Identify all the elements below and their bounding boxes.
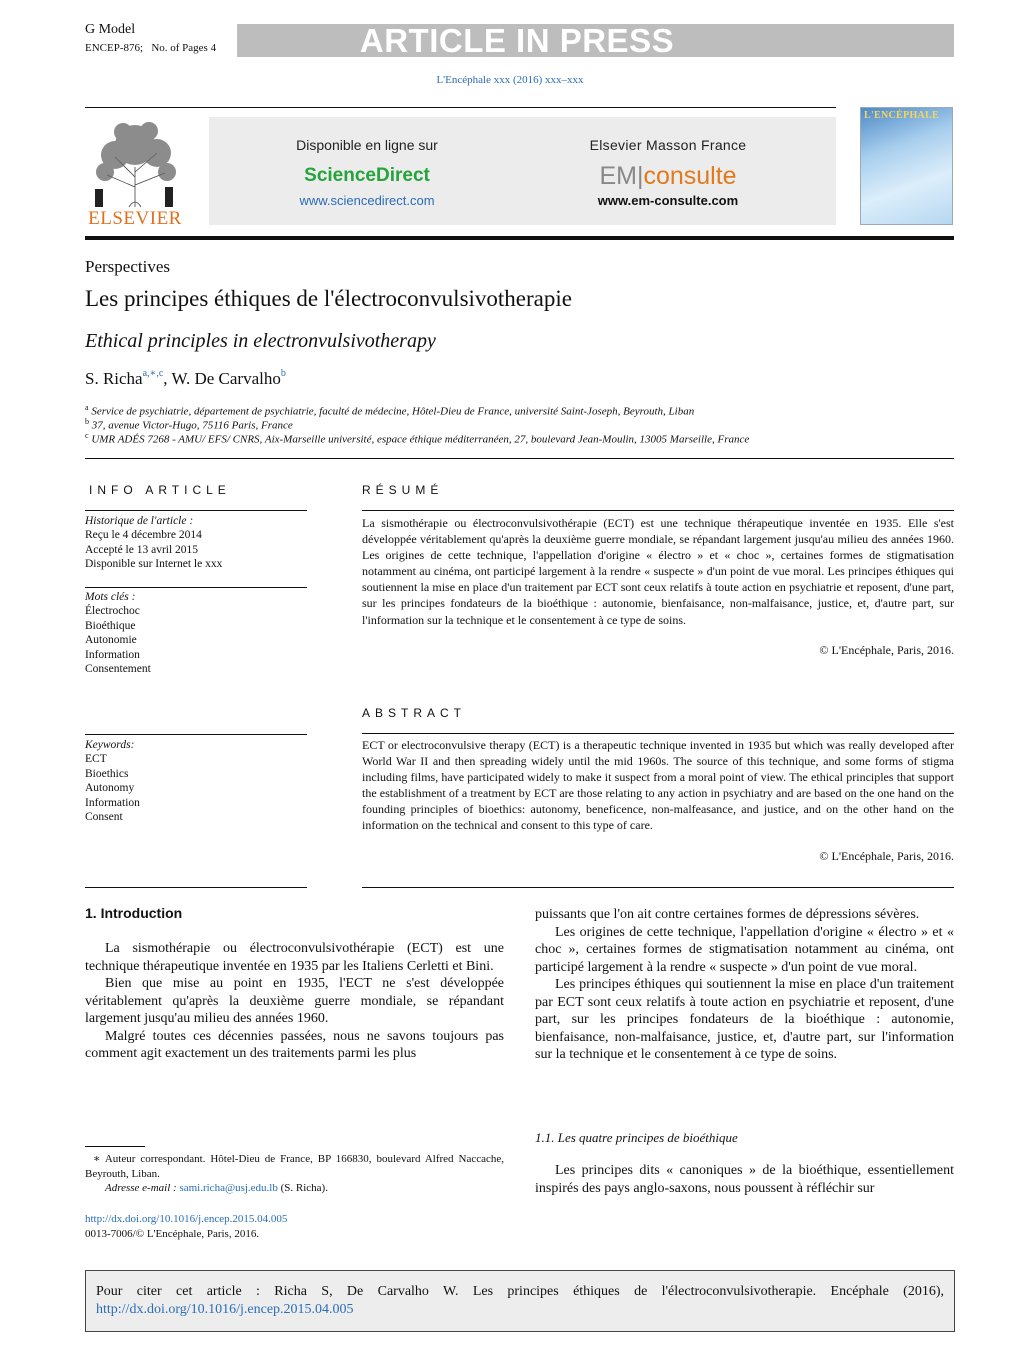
em-consulte-logo[interactable]: EM|consulte — [599, 162, 737, 190]
article-subtitle: Ethical principles in electronvulsivotherapy — [85, 330, 436, 352]
keyword: Bioethics — [85, 767, 129, 780]
resume-rule — [362, 510, 954, 511]
article-section: Perspectives — [85, 257, 170, 276]
body-paragraph: Bien que mise au point en 1935, l'ECT ne s'est développée véritablement qu'après la deuxième guerre mondiale, se répandant largement jusqu'au milieu des années 1960. — [85, 976, 504, 1026]
keyword: Information — [85, 648, 140, 661]
keyword: Autonomy — [85, 782, 135, 795]
doi-block — [85, 1212, 287, 1242]
subsection-heading: 1.1. Les quatre principes de bioéthique — [535, 1130, 738, 1145]
keywords-fr-label: Mots clés : — [85, 591, 136, 603]
journal-reference[interactable]: L'Encéphale xxx (2016) xxx–xxx — [436, 74, 584, 86]
history-item: Disponible sur Internet le xxx — [85, 558, 223, 571]
body-paragraph: Les principes éthiques qui soutiennent la mise en place d'un traitement par ECT sont ceux relatifs à toute action en psychiatrie et reposent, d'une part, sur les principes fondateurs de la bioéthique : autonomie, bienfaisance, non-malfaisance, justice, et, d'autre part, sur l'information sur la technique et le consentement à ce type de soins. — [535, 977, 954, 1062]
body-paragraph-continued: puissants que l'on ait contre certaines formes de dépressions sévères. — [535, 907, 920, 922]
corresponding-author-note: ∗ Auteur correspondant. Hôtel-Dieu de France, BP 166830, boulevard Alfred Naccache, Beyrouth, Liban. — [85, 1153, 504, 1180]
author-name: S. Richa — [85, 369, 143, 388]
manuscript-ref — [85, 41, 216, 55]
history-item: Accepté le 13 avril 2015 — [85, 543, 199, 556]
body-paragraph: Malgré toutes ces décennies passées, nous ne savons toujours pas comment agit exactement un des traitements parmi les plus — [85, 1028, 504, 1061]
body-paragraph: La sismothérapie ou électroconvulsivothérapie (ECT) est une technique thérapeutique inventée en 1935 par les Italiens Cerletti et Bini. — [85, 941, 504, 974]
keywords-en — [85, 738, 307, 824]
info-article-heading: INFO ARTICLE — [89, 483, 231, 497]
abstract-heading: ABSTRACT — [362, 706, 467, 720]
email-label: Adresse e-mail : — [105, 1182, 177, 1194]
elsevier-wordmark: ELSEVIER — [88, 208, 182, 229]
front-matter-rule — [85, 458, 954, 459]
keywords-fr — [85, 590, 307, 676]
sciencedirect-logo[interactable]: ScienceDirect — [304, 165, 430, 186]
author-affil-marks[interactable]: a,∗,c — [142, 368, 164, 379]
resume-heading: RÉSUMÉ — [362, 483, 444, 497]
keyword: ECT — [85, 753, 107, 766]
gmodel-label: G Model — [85, 22, 136, 37]
available-online-label: Disponible en ligne sur — [296, 137, 438, 153]
abstract-end-rule — [362, 887, 954, 888]
subsection-body — [535, 1162, 954, 1197]
author-name: , W. De Carvalho — [163, 369, 281, 388]
info-rule — [85, 734, 307, 735]
header-thick-rule — [85, 236, 954, 240]
abstract-text: ECT or electroconvulsive therapy (ECT) is a therapeutic technique invented in 1935 but which was really developed after World War II and then spreading widely until the mid 1960s. The source of this technique, and some forms of stigma including films, have participated widely to make it suspect from a moral point of view. The ethical principles that support the establishment of a treatment by ECT are those relating to any action in psychiatry and are based on the one hand on the founding principles of bioethics: autonomy, beneficence, non-malfeasance, and justice, and on the other hand on the information on the technical and consent to this type of care. — [362, 738, 954, 833]
elsevier-tree-logo-icon — [85, 117, 185, 212]
email-link[interactable]: sami.richa@usj.edu.lb — [179, 1182, 278, 1194]
sciencedirect-link[interactable]: www.sciencedirect.com — [299, 193, 435, 208]
header-thin-rule — [85, 107, 836, 108]
affiliation: $^c$ UMR ADÉS 7268 - AMU/ EFS/ CNRS, Aix-Marseille université, espace éthique méditerranéen, 27, boulevard Jean-Moulin, 13005 Marseille, France — [85, 431, 750, 446]
author-list — [85, 369, 286, 389]
citation-text: Pour citer cet article : Richa S, De Carvalho W. Les principes éthiques de l'électroconvulsivotherapie. Encéphale (2016), — [96, 1284, 944, 1299]
citation-doi-link[interactable]: http://dx.doi.org/10.1016/j.encep.2015.04.005 — [96, 1302, 354, 1317]
article-title: Les principes éthiques de l'électroconvulsivotherapie — [85, 286, 572, 311]
affiliation: $^b$ 37, avenue Victor-Hugo, 75116 Paris, France — [85, 417, 293, 432]
doi-link[interactable]: http://dx.doi.org/10.1016/j.encep.2015.04.005 — [85, 1213, 288, 1225]
issn-line: 0013-7006/© L'Encéphale, Paris, 2016. — [85, 1228, 260, 1240]
author-affil-marks[interactable]: b — [280, 368, 286, 379]
journal-cover-thumbnail[interactable] — [860, 107, 953, 225]
body-paragraph: Les principes dits « canoniques » de la bioéthique, essentiellement inspirés des pays anglo-saxons, nous poussent à réfléchir sur — [535, 1163, 954, 1196]
email-line — [105, 1181, 505, 1196]
abstract-rule — [362, 733, 954, 734]
history-item: Reçu le 4 décembre 2014 — [85, 529, 202, 542]
keyword: Bioéthique — [85, 619, 136, 632]
abstract-copyright: © L'Encéphale, Paris, 2016. — [819, 849, 954, 863]
keyword: Information — [85, 796, 140, 809]
footnote-rule — [85, 1146, 145, 1147]
keywords-en-label: Keywords: — [85, 739, 135, 751]
keyword: Consentement — [85, 663, 151, 676]
em-logo-part: EM — [599, 162, 637, 190]
keyword: Consent — [85, 811, 123, 824]
info-rule — [85, 887, 307, 888]
affiliation: $^a$ Service de psychiatrie, département de psychiatrie, faculté de médecine, Hôtel-Dieu de France, université Saint-Joseph, Beyrouth, Liban — [85, 403, 695, 418]
article-in-press-text: ARTICLE IN PRESS — [359, 22, 675, 59]
cover-title: L'ENCÉPHALE — [864, 110, 939, 121]
body-paragraph: Les origines de cette technique, l'appellation d'origine « électro » et « choc », certaines formes de stigmatisation notamment au cinéma, ont participé largement à la rendre « suspecte » d'un point de vue moral. — [535, 924, 954, 975]
resume-copyright: © L'Encéphale, Paris, 2016. — [819, 643, 954, 657]
body-left-column — [85, 940, 504, 1063]
info-rule — [85, 587, 307, 588]
info-rule — [85, 510, 307, 511]
body-right-column — [535, 906, 954, 1064]
em-consulte-link[interactable]: www.em-consulte.com — [597, 193, 739, 208]
citation-box — [85, 1270, 955, 1332]
keyword: Électrochoc — [85, 605, 140, 618]
resume-text: La sismothérapie ou électroconvulsivothérapie (ECT) est une technique thérapeutique inventée en 1935. Elle s'est développée véritablement qu'après la deuxième guerre mondiale, se répandant largement jusqu'au milieu des années 1960. Les origines de cette technique, l'appellation d'origine « électro » et « choc », certaines formes de stigmatisation notamment au cinéma, ont participé largement à la rendre « suspecte » d'un point de vue moral. Les principes éthiques qui soutiennent la mise en place d'un traitement par ECT sont ceux relatifs à toute action en psychiatrie et reposent, d'une part, sur les principes fondateurs de la bioéthique : autonomie, bienfaisance, non-malfaisance, justice, et, d'autre part, sur l'information sur la technique et le consentement à ce type de soins. — [362, 516, 954, 627]
elsevier-masson-label: Elsevier Masson France — [589, 137, 747, 153]
consulte-logo-part: consulte — [643, 162, 737, 190]
email-suffix: (S. Richa). — [280, 1182, 328, 1194]
keyword: Autonomie — [85, 634, 137, 647]
ref-code: ENCEP-876; — [85, 42, 144, 54]
article-history — [85, 514, 307, 572]
introduction-heading: 1. Introduction — [85, 905, 183, 921]
history-label: Historique de l'article : — [85, 515, 194, 527]
page-count: No. of Pages 4 — [151, 42, 217, 54]
